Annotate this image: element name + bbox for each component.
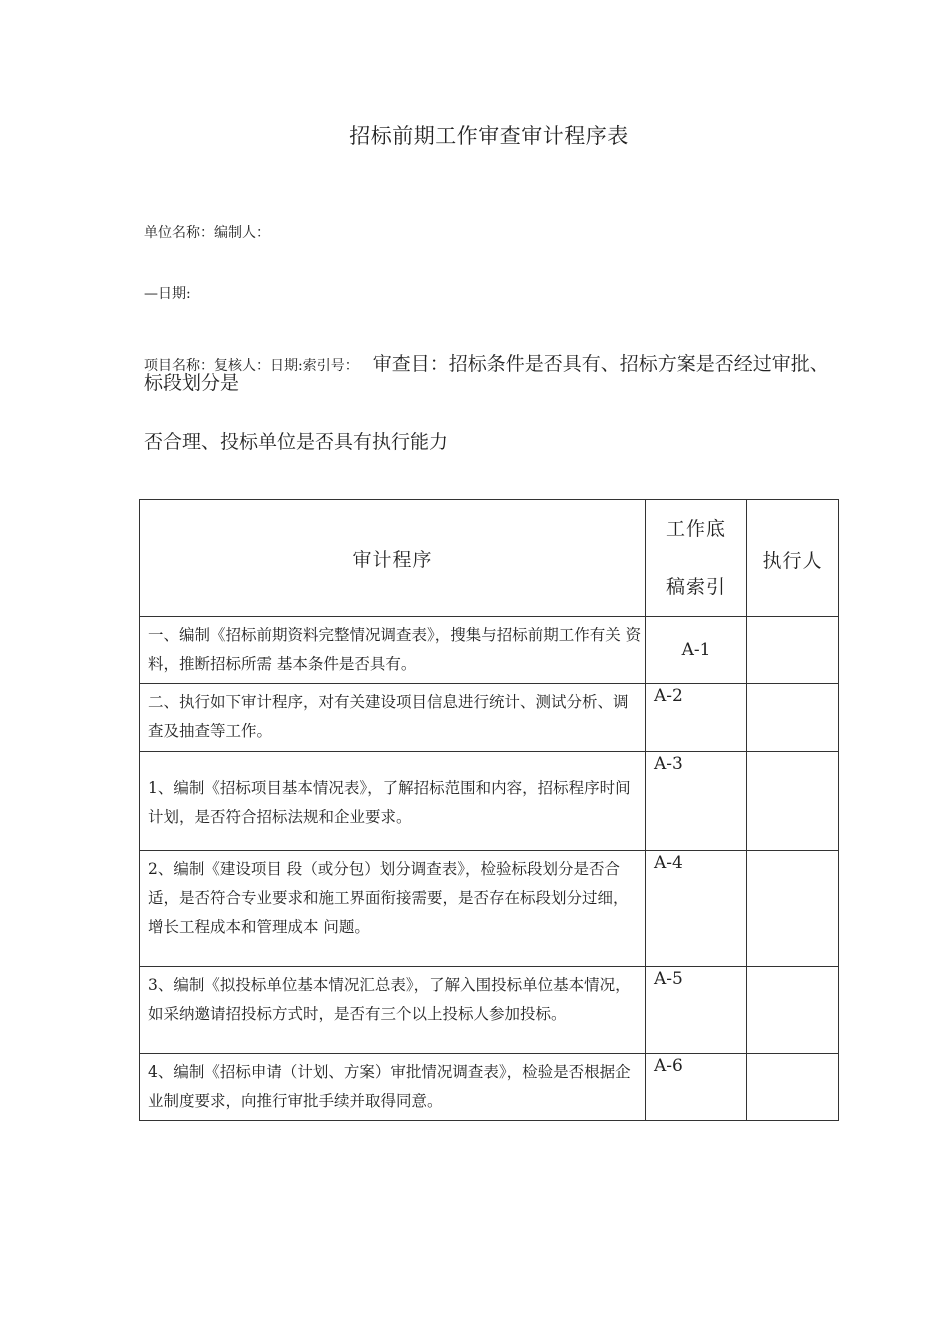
audit-objective-part2: 标段划分是 bbox=[144, 372, 240, 394]
executor-cell bbox=[747, 1054, 839, 1121]
executor-cell bbox=[747, 617, 839, 684]
ref-cell: A-4 bbox=[646, 851, 747, 967]
table-row bbox=[140, 851, 839, 967]
executor-cell bbox=[747, 967, 839, 1054]
table-row bbox=[140, 617, 839, 684]
ref-cell: A-3 bbox=[646, 752, 747, 851]
procedure-cell: 4、编制《招标申请（计划、方案）审批情况调查表》，检验是否根据企业制度要求，向推行审批手续并取得同意。 bbox=[140, 1054, 646, 1121]
unit-compiler-line: 单位名称：编制人： bbox=[144, 225, 270, 241]
ref-cell: A-5 bbox=[646, 967, 747, 1054]
procedure-cell: 二、执行如下审计程序，对有关建设项目信息进行统计、测试分析、调查及抽查等工作。 bbox=[140, 684, 646, 752]
ref-cell: A-6 bbox=[646, 1054, 747, 1121]
procedure-cell: 2、编制《建设项目 段（或分包）划分调查表》，检验标段划分是否合适，是否符合专业要求和施工界面衔接需要，是否存在标段划分过细，增长工程成本和管理成本 问题。 bbox=[140, 851, 646, 967]
table-header-row bbox=[140, 500, 839, 617]
procedure-cell: 1、编制《招标项目基本情况表》，了解招标范围和内容，招标程序时间计划，是否符合招标法规和企业要求。 bbox=[140, 752, 646, 851]
header-workpaper-ref bbox=[646, 500, 747, 617]
header-ref-line2: 稿索引 bbox=[665, 576, 726, 598]
header-procedure: 审计程序 bbox=[140, 500, 646, 617]
procedure-cell: 一、编制《招标前期资料完整情况调查表》，搜集与招标前期工作有关 资料，推断招标所需 基本条件是否具有。 bbox=[140, 617, 646, 684]
audit-procedure-table bbox=[139, 499, 839, 1121]
project-reviewer-index-label: 项目名称：复核人：日期:索引号： bbox=[144, 358, 359, 374]
ref-cell: A-2 bbox=[646, 684, 747, 752]
table-row bbox=[140, 1054, 839, 1121]
ref-cell: A-1 bbox=[646, 617, 747, 684]
document-title: 招标前期工作审查审计程序表 bbox=[349, 124, 629, 148]
executor-cell bbox=[747, 851, 839, 967]
procedure-cell: 3、编制《拟投标单位基本情况汇总表》，了解入围投标单位基本情况，如采纳邀请招投标方式时，是否有三个以上投标人参加投标。 bbox=[140, 967, 646, 1054]
table-row bbox=[140, 684, 839, 752]
audit-objective-part3: 否合理、投标单位是否具有执行能力 bbox=[144, 431, 449, 453]
table-row bbox=[140, 752, 839, 851]
audit-objective-part1: 审查目：招标条件是否具有、招标方案是否经过审批、 bbox=[372, 353, 829, 375]
header-ref-line1: 工作底 bbox=[665, 518, 726, 540]
table-row bbox=[140, 967, 839, 1054]
date-line: —日期: bbox=[144, 286, 191, 302]
executor-cell bbox=[747, 752, 839, 851]
project-info-line bbox=[144, 349, 829, 376]
executor-cell bbox=[747, 684, 839, 752]
header-executor: 执行人 bbox=[747, 500, 839, 617]
